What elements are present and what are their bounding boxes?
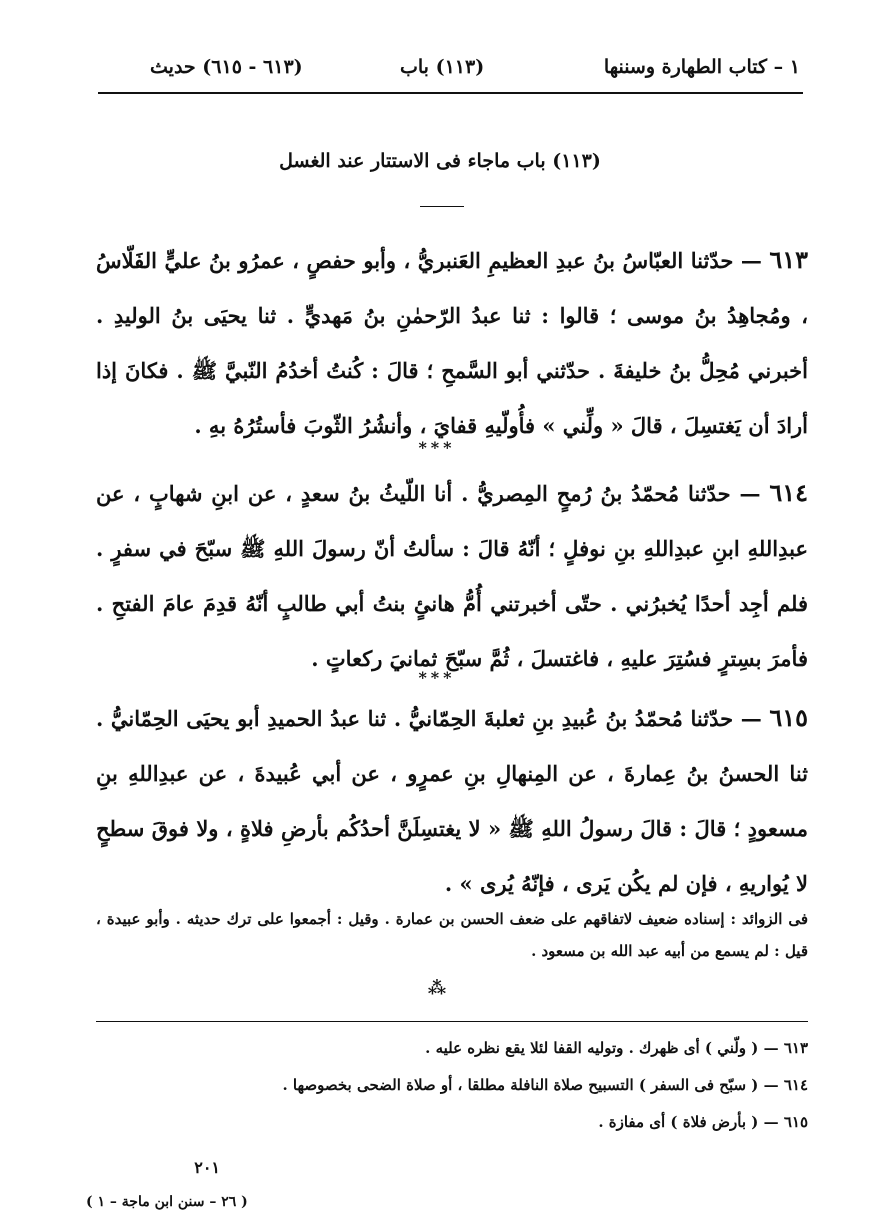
header-rule: [98, 92, 803, 94]
hadith-614: [96, 465, 808, 686]
hadith-number: ٦١٥: [769, 703, 808, 732]
footnote-rule: [96, 1021, 808, 1022]
chapter-title: (١١٣) باب ماجاء فى الاستتار عند الغسل: [279, 150, 601, 172]
footnote-613: ٦١٣ — ( ولّني ) أى ظهرك . وتوليه القفا لئلا يقع نظره عليه .: [425, 1039, 808, 1057]
zawaid-note: فى الزوائد : إسناده ضعيف لاتفاقهم على ضعف الحسن بن عمارة . وقيل : أجمعوا على ترك حديثه . وأبو عبيدة ، قيل : لم يسمع من أبيه عبد الله بن مسعود .: [96, 910, 808, 960]
hadith-615: [96, 690, 808, 911]
hadith-text: — حدّثنا مُحمّدُ بنُ رُمحٍ المِصريُّ . أنا اللّيثُ بنُ سعدٍ ، عن ابنِ شهابٍ ، عن عبدِاللهِ ابنِ عبدِاللهِ بنِ نوفلٍ ؛ أنّهُ قالَ : سألتُ أنّ رسولَ اللهِ ﷺ سبّحَ في سفرٍ . فلم أجِد أحدًا يُخبرُني . حتّى أخبرتني أُمُّ هانئٍ بنتُ أبي طالبٍ أنّهُ قدِمَ عامَ الفتحِ . فأمرَ بسِترٍ فسُتِرَ عليهِ ، فاغتسلَ ، ثُمَّ سبّحَ ثمانيَ ركعاتٍ .: [96, 481, 808, 671]
header-chapter-number: (١١٣) باب: [400, 56, 485, 78]
section-dingbat: ⁂: [427, 978, 447, 999]
hadith-separator: ***: [418, 668, 456, 687]
header-hadith-range: (٦١٣ - ٦١٥) حديث: [150, 56, 303, 78]
footnotes: [96, 1030, 808, 1141]
title-divider: [420, 206, 464, 207]
hadith-text: — حدّثنا العبّاسُ بنُ عبدِ العظيمِ العَنبريُّ ، وأبو حفصٍ ، عمرُو بنُ عليٍّ الفَلّاسُ ، ومُجاهِدُ بنُ موسى ؛ قالوا : ثنا عبدُ الرّحمٰنِ بنُ مَهديٍّ . ثنا يحيَى بنُ الوليدِ . أخبرني مُحِلُّ بنُ خليفةَ . حدّثني أبو السَّمحِ ؛ قالَ : كُنتُ أخدُمُ النّبيَّ ﷺ . فكانَ إذا أرادَ أن يَغتسِلَ ، قالَ « ولِّني » فأُولّيهِ قفايَ ، وأنشُرُ الثّوبَ فأستُرُهُ بهِ .: [96, 248, 808, 438]
footnote-615: ٦١٥ — ( بأرض فلاة ) أى مفازة .: [598, 1113, 808, 1131]
page-number: ٢٠١: [194, 1158, 220, 1177]
running-header: [100, 52, 800, 88]
hadith-613: [96, 232, 808, 453]
hadith-number: ٦١٤: [769, 478, 808, 507]
footnote-614: ٦١٤ — ( سبّح فى السفر ) التسبيح صلاة النافلة مطلقا ، أو صلاة الضحى بخصوصها .: [282, 1076, 808, 1094]
hadith-text: — حدّثنا مُحمّدُ بنُ عُبيدِ بنِ ثعلبةَ الحِمّانيُّ . ثنا عبدُ الحميدِ أبو يحيَى الحِمّانيُّ . ثنا الحسنُ بنُ عِمارةَ ، عن المِنهالِ بنِ عمرٍو ، عن أبي عُبيدةَ ، عن عبدِاللهِ بنِ مسعودٍ ؛ قالَ : قالَ رسولُ اللهِ ﷺ « لا يغتسِلَنَّ أحدُكُم بأرضِ فلاةٍ ، ولا فوقَ سطحٍ لا يُواريهِ ، فإن لم يكُن يَرى ، فإنّهُ يُرى » .: [96, 706, 808, 896]
hadith-number: ٦١٣: [769, 245, 809, 274]
hadith-separator: ***: [418, 438, 456, 457]
header-book-title: ١ – كتاب الطهارة وسننها: [603, 56, 800, 78]
printer-signature: ( ٢٦ – سنن ابن ماجة – ١ ): [86, 1194, 248, 1210]
